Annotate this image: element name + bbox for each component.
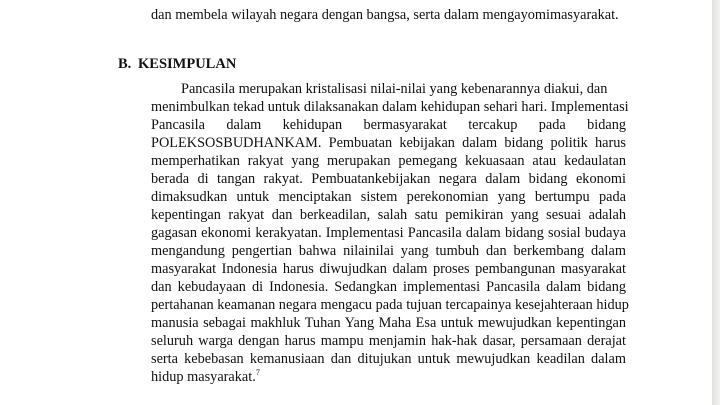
paragraph-line: manusia sebagai makhluk Tuhan Yang Maha Esa untuk mewujudkan kepentingan <box>151 315 626 331</box>
previous-paragraph-tail: dan membela wilayah negara dengan bangsa, serta dalam mengayomimasyarakat. <box>151 7 619 23</box>
paragraph-line: pertahanan keamanan negara mengacu pada tujuan tercapainya kesejahteraan hidup <box>151 297 629 313</box>
paragraph-line: dimaksudkan untuk menciptakan sistem perekonomian yang bertumpu pada <box>151 189 626 205</box>
paragraph-line: seluruh warga dengan harus mampu menjamin hak-hak dasar, persamaan derajat <box>151 333 626 349</box>
paragraph-line: Pancasila dalam kehidupan bermasyarakat tercakup pada bidang <box>151 117 626 133</box>
paragraph-line: dan kebudayaan di Indonesia. Sedangkan implementasi Pancasila dalam bidang <box>151 279 626 295</box>
paragraph-line: kepentingan rakyat dan berkeadilan, salah satu pemikiran yang sesuai adalah <box>151 207 626 223</box>
paragraph-line: masyarakat Indonesia harus diwujudkan dalam proses pembangunan masyarakat <box>151 261 626 277</box>
paragraph-last-line <box>151 368 626 386</box>
section-letter: B. <box>118 56 132 72</box>
paragraph-line: mengandung pengertian bahwa nilainilai yang tumbuh dan berkembang dalam <box>151 243 626 259</box>
paragraph-line: serta kebebasan kemanusiaan dan ditujukan untuk mewujudkan keadilan dalam <box>151 351 626 367</box>
paragraph-line: menimbulkan tekad untuk dilaksanakan dalam kehidupan sehari hari. Implementasi <box>151 99 629 115</box>
paragraph-line: hidup masyarakat. <box>151 369 256 385</box>
paragraph-line: Pancasila merupakan kristalisasi nilai-nilai yang kebenarannya diakui, dan <box>181 81 608 97</box>
paragraph-line: memperhatikan rakyat yang merupakan pemegang kekuasaan atau kedaulatan <box>151 153 626 169</box>
paragraph-line: gagasan ekonomi kerakyatan. Implementasi Pancasila dalam bidang sosial budaya <box>151 225 626 241</box>
paragraph-line: POLEKSOSBUDHANKAM. Pembuatan kebijakan dalam bidang politik harus <box>151 135 626 151</box>
footnote-marker[interactable]: 7 <box>255 368 260 377</box>
section-heading <box>118 55 236 73</box>
paragraph-line: berada di tangan rakyat. Pembuatankebijakan negara dalam bidang ekonomi <box>151 171 626 187</box>
page-edge <box>712 0 720 405</box>
section-title: KESIMPULAN <box>138 56 237 72</box>
